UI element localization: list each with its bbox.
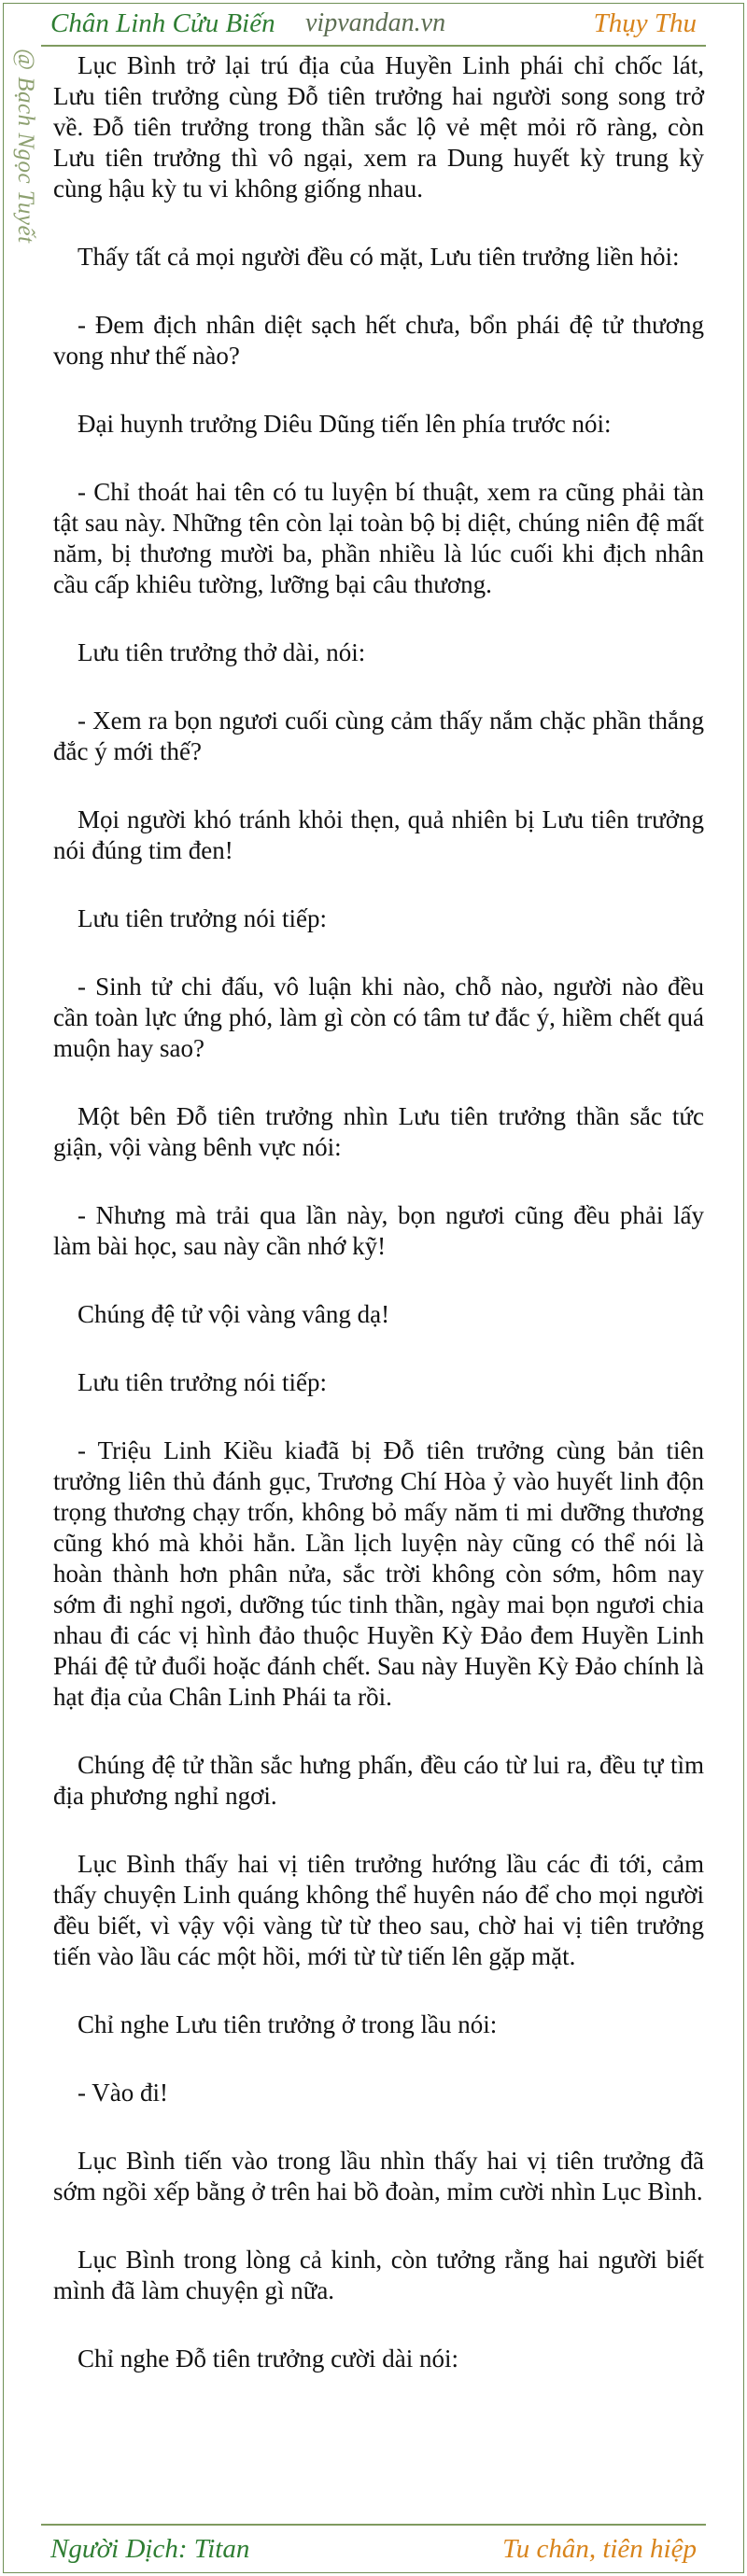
paragraph: Lưu tiên trưởng nói tiếp: [78,1368,328,1396]
paragraph: - Đem địch nhân diệt sạch hết chưa, bổn phái đệ tử thương vong như thế nào? [53,311,704,370]
header-divider [41,45,706,47]
paragraph: Chỉ nghe Đỗ tiên trưởng cười dài nói: [78,2345,459,2373]
side-watermark [9,49,41,347]
page-footer [4,2529,743,2570]
footer-divider [41,2524,706,2526]
paragraph: Lưu tiên trưởng nói tiếp: [78,904,328,932]
page-frame [3,3,744,2573]
paragraph: Mọi người khó tránh khỏi thẹn, quả nhiên bị Lưu tiên trưởng nói đúng tim đen! [53,805,704,864]
paragraph: - Vào đi! [78,2079,168,2107]
paragraph: Lưu tiên trưởng thở dài, nói: [78,638,366,666]
paragraph: Một bên Đỗ tiên trưởng nhìn Lưu tiên trưởng thần sắc tức giận, vội vàng bênh vực nói: [53,1102,704,1161]
paragraph: - Chỉ thoát hai tên có tu luyện bí thuật, xem ra cũng phải tàn tật sau này. Những tên còn lại toàn bộ bị diệt, chúng niên đệ mất năm, bị thương mười ba, phần nhiều là lúc cuối khi địch nhân cầu cấp khiêu tường, lưỡng bại câu thương. [53,478,704,598]
paragraph: Thấy tất cả mọi người đều có mặt, Lưu tiên trưởng liền hỏi: [78,243,680,271]
paragraph: Chúng đệ tử thần sắc hưng phấn, đều cáo từ lui ra, đều tự tìm địa phương nghỉ ngơi. [53,1751,704,1810]
genre-label: Tu chân, tiên hiệp [502,2534,697,2564]
paragraph: Chúng đệ tử vội vàng vâng dạ! [78,1300,390,1328]
paragraph: Lục Bình trong lòng cả kinh, còn tưởng rằng hai người biết mình đã làm chuyện gì nữa. [53,2246,704,2304]
paragraph: Lục Bình thấy hai vị tiên trưởng hướng lầu các đi tới, cảm thấy chuyện Linh quáng không thể huyên náo để cho mọi người đều biết, vì vậy vội vàng từ từ theo sau, chờ hai vị tiên trưởng tiến vào lầu các một hồi, mới từ từ tiến lên gặp mặt. [53,1850,704,1970]
author-name: Thụy Thu [593,8,697,38]
translator-credit: Người Dịch: Titan [50,2534,250,2564]
paragraph: Đại huynh trưởng Diêu Dũng tiến lên phía trước nói: [78,410,612,438]
paragraph: Chỉ nghe Lưu tiên trưởng ở trong lầu nói: [78,2010,498,2038]
paragraph: - Sinh tử chi đấu, vô luận khi nào, chỗ nào, người nào đều cần toàn lực ứng phó, làm gì còn có tâm tư đắc ý, hiềm chết quá muộn hay sao? [53,973,704,1062]
paragraph: - Triệu Linh Kiều kiađã bị Đỗ tiên trưởng cùng bản tiên trưởng liên thủ đánh gục, Trương Chí Hòa ỷ vào huyết linh độn trọng thương chạy trốn, không bỏ mấy năm ti mi dưỡng thương cũng khó mà khỏi hẳn. Lần lịch luyện này cũng có thể nói là hoàn thành hơn phân nửa, sắc trời không còn sớm, hôm nay sớm đi nghỉ ngơi, dưỡng túc tinh thần, ngày mai bọn ngươi chia nhau đi các vị hình đảo thuộc Huyền Kỳ Đảo đem Huyền Linh Phái đệ tử đuổi hoặc đánh chết. Sau này Huyền Kỳ Đảo chính là hạt địa của Chân Linh Phái ta rồi. [53,1436,704,1711]
page-header [4,4,743,45]
paragraph: Lục Bình trở lại trú địa của Huyền Linh phái chỉ chốc lát, Lưu tiên trưởng cùng Đỗ tiên trưởng hai người song song trở về. Đỗ tiên trưởng trong thần sắc lộ vẻ mệt mỏi rõ ràng, còn Lưu tiên trưởng thì vô ngại, xem ra Dung huyết kỳ trung kỳ cùng hậu kỳ tu vi không giống nhau. [53,51,704,203]
chapter-body [53,50,704,2412]
paragraph: Lục Bình tiến vào trong lầu nhìn thấy hai vị tiên trưởng đã sớm ngồi xếp bằng ở trên hai bồ đoàn, mỉm cười nhìn Lục Bình. [53,2147,704,2205]
site-name: vipvandan.vn [305,8,446,37]
paragraph: - Xem ra bọn ngươi cuối cùng cảm thấy nắm chặc phần thắng đắc ý mới thế? [53,707,704,765]
book-title: Chân Linh Cửu Biến [50,8,275,38]
side-watermark-text: @ Bạch Ngọc Tuyết [13,49,38,244]
paragraph: - Nhưng mà trải qua lần này, bọn ngươi cũng đều phải lấy làm bài học, sau này cần nhớ kỹ! [53,1201,704,1260]
